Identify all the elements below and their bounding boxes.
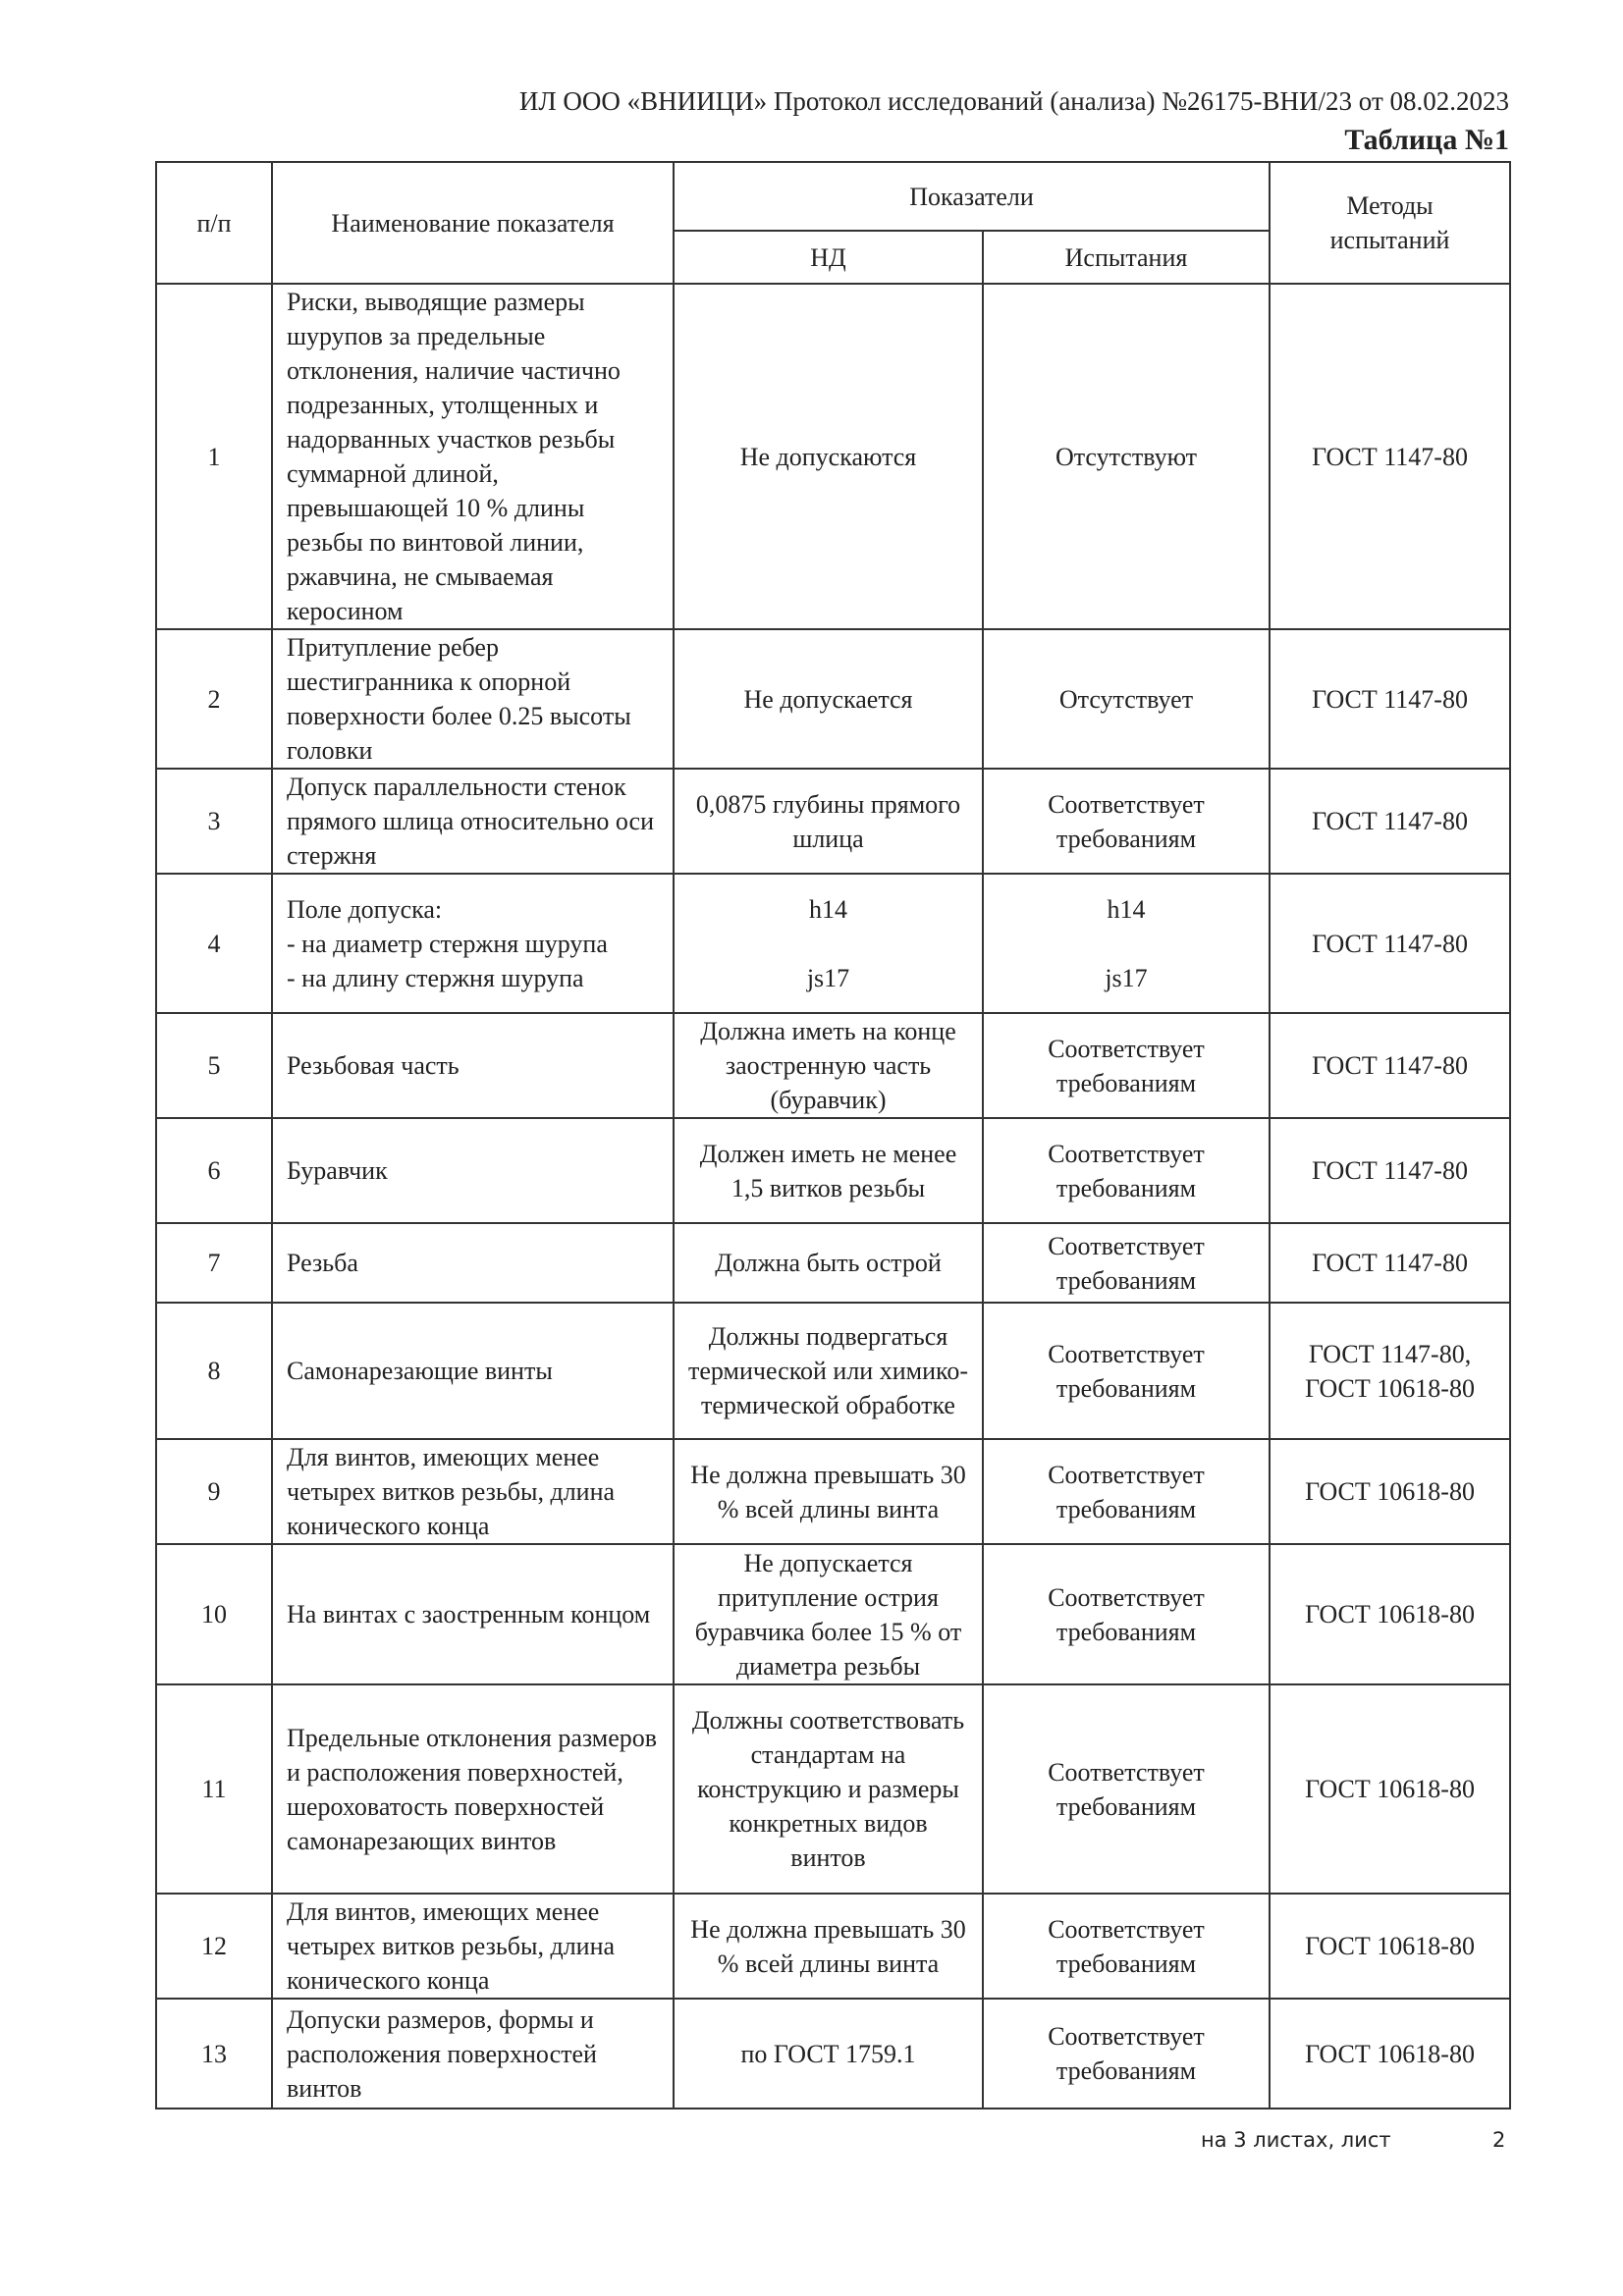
test-method: ГОСТ 1147-80 xyxy=(1270,769,1510,874)
indicator-name: Для винтов, имеющих менее четырех витков резьбы, длина конического конца xyxy=(272,1894,674,1999)
test-result: Соответствует требованиям xyxy=(983,1544,1270,1684)
test-method: ГОСТ 10618-80 xyxy=(1270,1684,1510,1894)
nd-requirement: Не допускается притупление острия буравчика более 15 % от диаметра резьбы xyxy=(674,1544,983,1684)
indicator-name: Допуски размеров, формы и расположения поверхностей винтов xyxy=(272,1999,674,2109)
row-number: 13 xyxy=(156,1999,272,2109)
table-row xyxy=(156,1223,1510,1303)
row-number: 2 xyxy=(156,629,272,769)
nd-requirement: Должны соответствовать стандартам на конструкцию и размеры конкретных видов винтов xyxy=(674,1684,983,1894)
nd-requirement: Не должна превышать 30 % всей длины винта xyxy=(674,1439,983,1544)
document-header: ИЛ ООО «ВНИИЦИ» Протокол исследований (анализа) №26175-ВНИ/23 от 08.02.2023 xyxy=(518,86,1509,116)
test-result: Соответствует требованиям xyxy=(983,1118,1270,1223)
test-method: ГОСТ 10618-80 xyxy=(1270,1439,1510,1544)
row-number: 3 xyxy=(156,769,272,874)
test-method: ГОСТ 1147-80 xyxy=(1270,1013,1510,1118)
indicator-name: Допуск параллельности стенок прямого шлица относительно оси стержня xyxy=(272,769,674,874)
test-method: ГОСТ 1147-80 xyxy=(1270,1223,1510,1303)
indicator-name: Предельные отклонения размеров и расположения поверхностей, шероховатость поверхностей самонарезающих винтов xyxy=(272,1684,674,1894)
table-row xyxy=(156,284,1510,629)
row-number: 9 xyxy=(156,1439,272,1544)
row-number: 8 xyxy=(156,1303,272,1439)
table-row xyxy=(156,1013,1510,1118)
table-row xyxy=(156,629,1510,769)
sheet-count: на 3 листах, лист xyxy=(1201,2128,1391,2152)
indicator-name: На винтах с заостренным концом xyxy=(272,1544,674,1684)
table-row xyxy=(156,874,1510,1013)
row-number: 12 xyxy=(156,1894,272,1999)
nd-requirement: Должны подвергаться термической или химико-термической обработке xyxy=(674,1303,983,1439)
nd-requirement: Не должна превышать 30 % всей длины винта xyxy=(674,1894,983,1999)
nd-requirement: Не допускаются xyxy=(674,284,983,629)
table-row xyxy=(156,1439,1510,1544)
table-row xyxy=(156,1684,1510,1894)
indicator-name: Для винтов, имеющих менее четырех витков резьбы, длина конического конца xyxy=(272,1439,674,1544)
table-row xyxy=(156,1999,1510,2109)
test-result: Соответствует требованиям xyxy=(983,1013,1270,1118)
test-method: ГОСТ 10618-80 xyxy=(1270,1544,1510,1684)
row-number: 7 xyxy=(156,1223,272,1303)
col-test: Испытания xyxy=(983,231,1270,284)
test-method: ГОСТ 1147-80 xyxy=(1270,1118,1510,1223)
col-indicators: Показатели xyxy=(674,162,1270,231)
indicator-name: Резьбовая часть xyxy=(272,1013,674,1118)
row-number: 10 xyxy=(156,1544,272,1684)
test-result: Отсутствует xyxy=(983,629,1270,769)
nd-requirement: 0,0875 глубины прямого шлица xyxy=(674,769,983,874)
test-result: Соответствует требованиям xyxy=(983,769,1270,874)
nd-requirement: Должна быть острой xyxy=(674,1223,983,1303)
row-number: 4 xyxy=(156,874,272,1013)
indicator-name: Буравчик xyxy=(272,1118,674,1223)
row-number: 6 xyxy=(156,1118,272,1223)
col-num: п/п xyxy=(156,162,272,284)
test-result: Соответствует требованиям xyxy=(983,1894,1270,1999)
indicator-name: Самонарезающие винты xyxy=(272,1303,674,1439)
test-method: ГОСТ 1147-80 xyxy=(1270,284,1510,629)
nd-requirement: Должен иметь не менее 1,5 витков резьбы xyxy=(674,1118,983,1223)
page-number: 2 xyxy=(1492,2128,1506,2152)
col-nd: НД xyxy=(674,231,983,284)
nd-requirement: Должна иметь на конце заостренную часть (буравчик) xyxy=(674,1013,983,1118)
col-methods: Методы испытаний xyxy=(1270,162,1510,284)
test-result: Соответствует требованиям xyxy=(983,1684,1270,1894)
table-row xyxy=(156,1118,1510,1223)
test-method: ГОСТ 1147-80, ГОСТ 10618-80 xyxy=(1270,1303,1510,1439)
nd-requirement: Не допускается xyxy=(674,629,983,769)
table-row xyxy=(156,1303,1510,1439)
indicator-name: Притупление ребер шестигранника к опорной поверхности более 0.25 высоты головки xyxy=(272,629,674,769)
table-title: Таблица №1 xyxy=(1344,124,1509,156)
indicator-name: Риски, выводящие размеры шурупов за предельные отклонения, наличие частично подрезанных, утолщенных и надорванных участков резьбы суммарной длиной, превышающей 10 % длины резьбы по винтовой линии, ржавчина, не смываемая керосином xyxy=(272,284,674,629)
test-result: Соответствует требованиям xyxy=(983,1999,1270,2109)
col-name: Наименование показателя xyxy=(272,162,674,284)
table-row xyxy=(156,1544,1510,1684)
nd-requirement: по ГОСТ 1759.1 xyxy=(674,1999,983,2109)
test-result: Соответствует требованиям xyxy=(983,1303,1270,1439)
test-method: ГОСТ 1147-80 xyxy=(1270,874,1510,1013)
table-row xyxy=(156,1894,1510,1999)
test-result: h14 js17 xyxy=(983,874,1270,1013)
test-method: ГОСТ 1147-80 xyxy=(1270,629,1510,769)
row-number: 11 xyxy=(156,1684,272,1894)
row-number: 5 xyxy=(156,1013,272,1118)
indicator-name: Поле допуска: - на диаметр стержня шурупа - на длину стержня шурупа xyxy=(272,874,674,1013)
test-result: Соответствует требованиям xyxy=(983,1439,1270,1544)
nd-requirement: h14 js17 xyxy=(674,874,983,1013)
table-row xyxy=(156,769,1510,874)
test-result: Соответствует требованиям xyxy=(983,1223,1270,1303)
test-method: ГОСТ 10618-80 xyxy=(1270,1894,1510,1999)
indicator-name: Резьба xyxy=(272,1223,674,1303)
row-number: 1 xyxy=(156,284,272,629)
test-result: Отсутствуют xyxy=(983,284,1270,629)
test-method: ГОСТ 10618-80 xyxy=(1270,1999,1510,2109)
results-table xyxy=(155,161,1511,2109)
